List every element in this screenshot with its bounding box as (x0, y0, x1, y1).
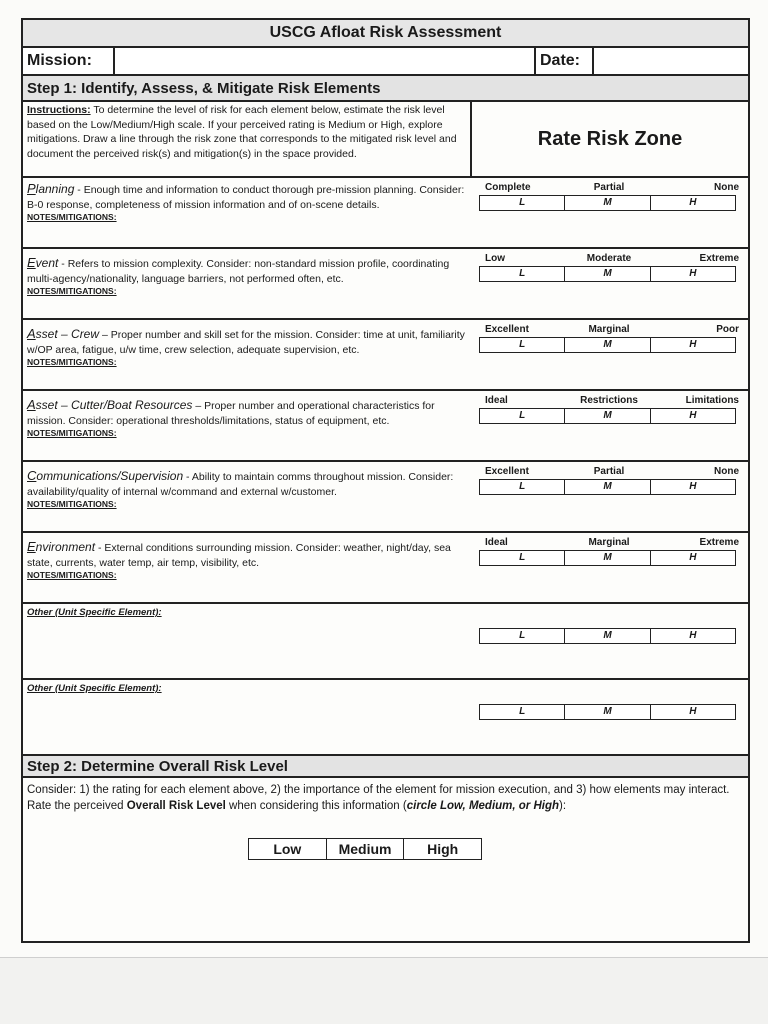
instructions (23, 102, 472, 176)
risk-scale[interactable] (479, 266, 736, 282)
scale-medium[interactable]: M (564, 705, 649, 719)
scale-heading-medium: Marginal (588, 537, 630, 548)
form-title: USCG Afloat Risk Assessment (23, 20, 748, 48)
date-label: Date: (536, 48, 594, 74)
step2-heading: Step 2: Determine Overall Risk Level (23, 754, 748, 778)
element-planning (23, 178, 748, 249)
mission-row (23, 48, 748, 76)
element-name: ommunications/Supervision (36, 469, 184, 483)
element-description (27, 256, 467, 297)
notes-mitigations-label: NOTES/MITIGATIONS: (27, 428, 117, 438)
scale-high[interactable]: H (650, 267, 735, 281)
notes-mitigations-label: NOTES/MITIGATIONS: (27, 570, 117, 580)
consider-middle: when considering this information ( (225, 800, 407, 812)
scale-heading-high: Limitations (685, 395, 739, 406)
scale-low[interactable]: L (519, 197, 526, 208)
element-text: – Proper number and skill set for the mission. Consider: time at unit, familiarity w/OP area, fatigue, u/w time, crew selection, adequate supervision, etc. (27, 329, 465, 356)
other-element-label: Other (Unit Specific Element): (27, 607, 162, 618)
scale-medium[interactable]: M (564, 480, 649, 494)
notes-mitigations-label: NOTES/MITIGATIONS: (27, 286, 117, 296)
element-name-initial: C (27, 468, 37, 483)
scale-headings (479, 466, 739, 478)
overall-medium[interactable]: Medium (326, 839, 404, 859)
other-element-label: Other (Unit Specific Element): (27, 683, 162, 694)
scale-high[interactable]: H (650, 196, 735, 210)
element-name: lanning (35, 182, 75, 196)
scale-heading-high: Poor (716, 324, 739, 335)
element-name-initial: P (27, 181, 36, 196)
scale-heading-low: Complete (485, 182, 531, 193)
element-other-2 (23, 680, 748, 754)
element-environment (23, 533, 748, 604)
risk-scale[interactable] (479, 408, 736, 424)
consider-end: ): (559, 800, 567, 812)
scale-high[interactable]: H (650, 629, 735, 643)
scale-low[interactable]: L (519, 630, 526, 641)
element-description (27, 398, 467, 439)
scale-medium[interactable]: M (564, 409, 649, 423)
scale-low[interactable]: L (519, 481, 526, 492)
scale-low[interactable]: L (519, 706, 526, 717)
overall-low[interactable]: Low (273, 841, 302, 857)
element-name: nvironment (35, 540, 96, 554)
step2-consider-text (23, 778, 748, 814)
notes-mitigations-label: NOTES/MITIGATIONS: (27, 212, 117, 222)
mission-field[interactable] (115, 48, 536, 74)
element-name-initial: E (27, 255, 36, 270)
scale-high[interactable]: H (650, 480, 735, 494)
scale-headings (479, 395, 739, 407)
scale-heading-medium: Moderate (586, 253, 632, 264)
element-other-1 (23, 604, 748, 680)
element-text: - Enough time and information to conduct thorough pre-mission planning. Consider: B-0 response, completeness of mission information and of on-scene details. (27, 184, 465, 211)
instructions-text: To determine the level of risk for each element below, estimate the risk level based on the Low/Medium/High scale. If your perceived rating is Medium or High, explore mitigations. Draw a line through the risk zone that corresponds to the mitigated risk level and document the perceived risk(s) and mitigation(s) in the space provided. (27, 104, 457, 160)
scale-headings (479, 324, 739, 336)
scale-heading-high: Extreme (699, 253, 739, 264)
element-text: - Refers to mission complexity. Consider: non-standard mission profile, coordinating multi-agency/nationality, language barriers, not performed often, etc. (27, 258, 450, 285)
element-text: - Ability to maintain comms throughout mission. Consider: availability/quality of internal w/command and external w/customer. (27, 471, 454, 498)
element-text: - External conditions surrounding mission. Consider: weather, night/day, sea state, currents, water temp, air temp, visibility, etc. (27, 542, 451, 569)
scale-high[interactable]: H (650, 338, 735, 352)
scale-headings (479, 182, 739, 194)
element-event (23, 249, 748, 320)
scale-medium[interactable]: M (564, 551, 649, 565)
notes-mitigations-label: NOTES/MITIGATIONS: (27, 357, 117, 367)
scale-heading-low: Excellent (485, 324, 529, 335)
consider-intro: Consider: 1) the rating for each element above, 2) the importance of the element for mission execution, and 3) how elements may interact. Rate the perceived (27, 784, 730, 812)
element-name-initial: E (27, 539, 36, 554)
risk-scale[interactable] (479, 550, 736, 566)
scale-heading-high: None (714, 182, 739, 193)
scale-low[interactable]: L (519, 552, 526, 563)
element-description (27, 469, 467, 510)
consider-overall-risk: Overall Risk Level (126, 800, 226, 812)
element-description (27, 327, 467, 368)
rate-risk-zone-heading: Rate Risk Zone (537, 127, 683, 150)
risk-scale[interactable] (479, 195, 736, 211)
risk-scale[interactable] (479, 479, 736, 495)
risk-scale[interactable] (479, 704, 736, 720)
scale-heading-high: Extreme (699, 537, 739, 548)
scale-heading-medium: Partial (593, 182, 625, 193)
element-name: sset – Cutter/Boat Resources (35, 398, 193, 412)
step1-heading: Step 1: Identify, Assess, & Mitigate Risk Elements (23, 76, 748, 102)
element-description (27, 540, 467, 581)
risk-scale[interactable] (479, 628, 736, 644)
element-name-initial: A (27, 326, 36, 341)
scale-low[interactable]: L (519, 268, 526, 279)
risk-scale[interactable] (479, 337, 736, 353)
scale-heading-low: Ideal (485, 395, 508, 406)
scale-medium[interactable]: M (564, 338, 649, 352)
scale-low[interactable]: L (519, 339, 526, 350)
scale-heading-medium: Marginal (588, 324, 630, 335)
scale-high[interactable]: H (650, 409, 735, 423)
scale-heading-medium: Restrictions (580, 395, 638, 406)
instructions-label: Instructions: (27, 104, 91, 116)
scale-heading-high: None (714, 466, 739, 477)
scale-headings (479, 537, 739, 549)
element-asset-cutter-boat (23, 391, 748, 462)
overall-risk-scale[interactable] (248, 838, 482, 860)
element-description (27, 182, 467, 223)
consider-circle-instruction: circle Low, Medium, or High (406, 800, 560, 812)
notes-mitigations-label: NOTES/MITIGATIONS: (27, 499, 117, 509)
element-communications-supervision (23, 462, 748, 533)
element-name: sset – Crew (35, 327, 100, 341)
scale-heading-low: Low (485, 253, 505, 264)
overall-high[interactable]: High (403, 839, 481, 859)
element-name-initial: A (27, 397, 36, 412)
date-field[interactable] (594, 48, 748, 74)
scale-medium[interactable]: M (564, 196, 649, 210)
element-name: vent (35, 256, 59, 270)
mission-label: Mission: (23, 48, 115, 74)
scale-high[interactable]: H (650, 705, 735, 719)
scale-medium[interactable]: M (564, 629, 649, 643)
risk-assessment-form (21, 18, 750, 943)
scale-medium[interactable]: M (564, 267, 649, 281)
scale-heading-low: Excellent (485, 466, 529, 477)
element-text: – Proper number and operational characteristics for mission. Consider: operational thresholds/limitations, status of equipment, etc. (27, 400, 435, 427)
scale-heading-medium: Partial (593, 466, 625, 477)
scale-heading-low: Ideal (485, 537, 508, 548)
scale-headings (479, 253, 739, 265)
instructions-row (23, 102, 748, 178)
scale-low[interactable]: L (519, 410, 526, 421)
scale-high[interactable]: H (650, 551, 735, 565)
element-asset-crew (23, 320, 748, 391)
